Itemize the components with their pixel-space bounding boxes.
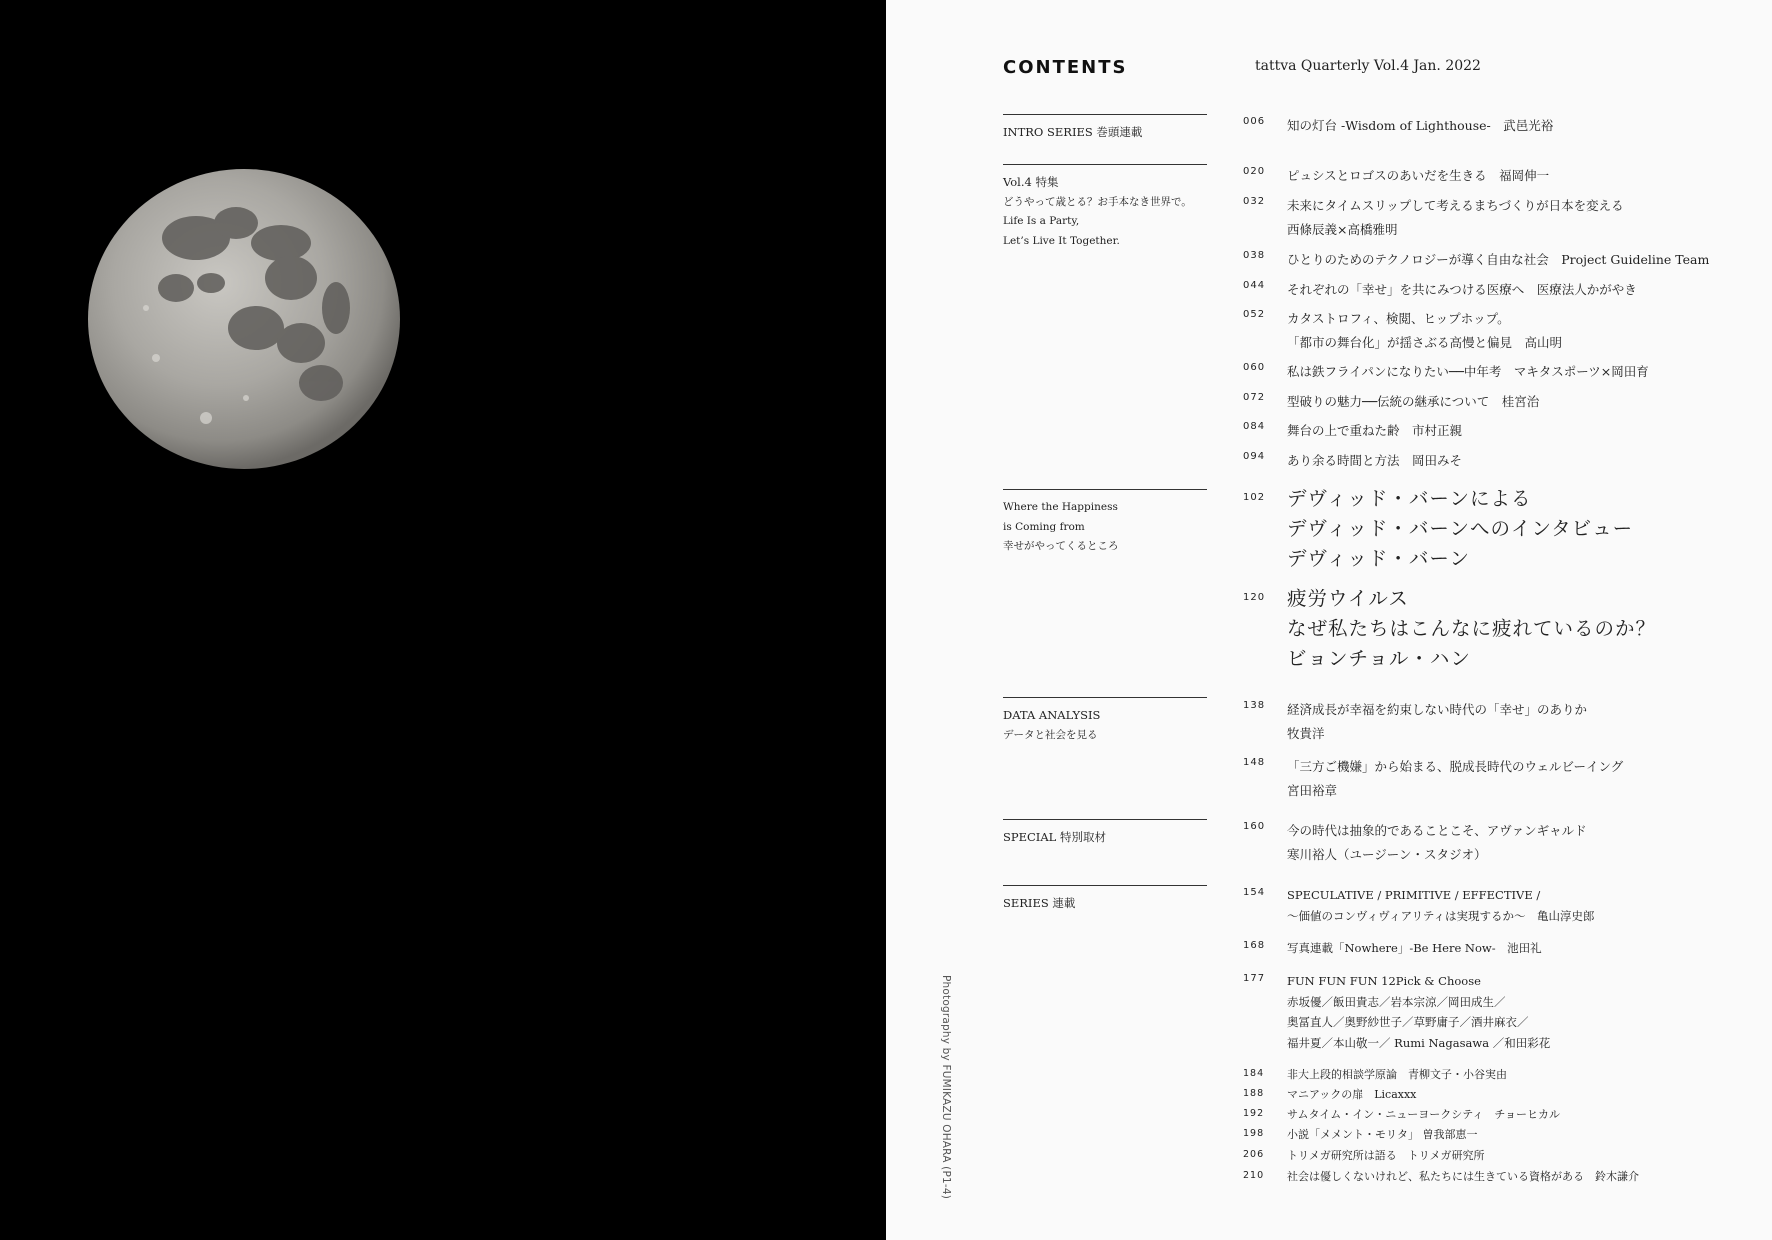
entry-title: 小説「メメント・モリタ」 曽我部恵一 [1287,1128,1478,1141]
entry-title: なぜ私たちはこんなに疲れているのか？ [1287,617,1657,640]
entry-author: ビョンチョル・ハン [1287,647,1471,670]
page-number: 160 [1243,821,1266,832]
section-line: is Coming from [1003,520,1085,533]
section-special [1003,819,1207,848]
section-intro-series [1003,114,1207,143]
issue-info: tattva Quarterly Vol.4 Jan. 2022 [1255,58,1481,74]
section-feature [1003,164,1207,251]
page-number: 168 [1243,940,1266,951]
entry-title: 知の灯台 -Wisdom of Lighthouse- 武邑光裕 [1287,118,1554,133]
entry-author: 奥冨直人／奥野紗世子／草野庸子／酒井麻衣／ [1287,1015,1529,1029]
entry-author: 西條辰義×高橋雅明 [1287,221,1398,237]
entry-title: それぞれの「幸せ」を共にみつける医療へ 医療法人かがやき [1287,282,1637,297]
page-number: 032 [1243,196,1266,207]
entry-title: 未来にタイムスリップして考えるまちづくりが日本を変える [1287,198,1624,213]
page-number: 084 [1243,421,1266,432]
page-number: 188 [1243,1088,1265,1099]
page-number: 044 [1243,280,1266,291]
entry-title: 写真連載「Nowhere」-Be Here Now- 池田礼 [1287,941,1542,955]
entry-title: 舞台の上で重ねた齢 市村正親 [1287,423,1463,438]
page-number: 154 [1243,887,1266,898]
section-line: Life Is a Party, [1003,215,1080,227]
page-number: 060 [1243,362,1266,373]
entry-title: 〜価値のコンヴィヴィアリティは実現するか〜 亀山淳史郎 [1287,908,1595,923]
entry-author: 牧貴洋 [1287,725,1325,741]
entry-title: デヴィッド・バーンへのインタビュー [1287,517,1634,540]
page-number: 094 [1243,451,1266,462]
section-line: Let’s Live It Together. [1003,234,1120,247]
entry-title: ひとりのためのテクノロジーが導く自由な社会 Project Guideline Team [1287,252,1710,267]
entry-title: トリメガ研究所は語る トリメガ研究所 [1287,1149,1485,1162]
contents-heading: CONTENTS [1003,57,1128,78]
section-line: どうやって歳とる？お手本なき世界で。 [1003,195,1192,208]
page-number: 006 [1243,116,1266,127]
page-number: 184 [1243,1068,1265,1079]
entry-author: 「都市の舞台化」が揺さぶる高慢と偏見 高山明 [1287,334,1563,350]
entry-title: SPECULATIVE / PRIMITIVE / EFFECTIVE / [1287,888,1541,902]
page-number: 052 [1243,309,1266,320]
moon-image [86,168,402,470]
page-number: 192 [1243,1108,1265,1119]
entry-title: カタストロフィ、検閲、ヒップホップ。 [1287,311,1510,326]
page-number: 020 [1243,166,1266,177]
entry-title: 非大上段的相談学原論 青柳文子・小谷実由 [1287,1068,1507,1081]
page-number: 038 [1243,250,1266,261]
page-number: 206 [1243,1149,1265,1160]
entry-title: 私は鉄フライパンになりたい──中年考 マキタスポーツ×岡田育 [1287,364,1649,379]
entry-title: 経済成長が幸福を約束しない時代の「幸せ」のありか [1287,702,1588,717]
page-number: 148 [1243,757,1266,768]
entry-author: 赤坂優／飯田貴志／岩本宗涼／岡田成生／ [1287,994,1506,1009]
section-line: SERIES 連載 [1003,896,1076,910]
entry-title: 「三方ご機嫌」から始まる、脱成長時代のウェルビーイング [1287,759,1624,774]
section-line: DATA ANALYSIS [1003,708,1101,722]
entry-title: 今の時代は抽象的であることこそ、アヴァンギャルド [1287,823,1587,838]
photo-credit: Photography by FUMIKAZU OHARA (P1-4) [940,975,952,1200]
entry-title: 社会は優しくないけれど、私たちには生きている資格がある 鈴木謙介 [1287,1170,1639,1183]
entry-author: デヴィッド・バーン [1287,547,1470,570]
entry-title: あり余る時間と方法 岡田みそ [1287,453,1463,468]
entry-title: 型破りの魅力──伝統の継承について 桂宮治 [1287,394,1540,409]
entry-title: FUN FUN FUN 12Pick & Choose [1287,974,1481,988]
entry-author: 福井夏／本山敬一／ Rumi Nagasawa ／和田彩花 [1287,1035,1551,1050]
section-line: SPECIAL 特別取材 [1003,830,1106,844]
section-line: 幸せがやってくるところ [1003,540,1119,552]
section-line: Where the Happiness [1003,501,1118,513]
section-line: Vol.4 特集 [1003,175,1059,189]
section-line: データと社会を見る [1003,728,1098,741]
page-number: 138 [1243,700,1266,711]
page-number: 177 [1243,973,1266,984]
page-number: 198 [1243,1128,1265,1139]
section-data-analysis [1003,697,1207,745]
section-happiness [1003,489,1207,557]
page-number: 210 [1243,1170,1265,1181]
page-number: 102 [1243,492,1266,503]
section-series [1003,885,1207,914]
entry-author: 宮田裕章 [1287,782,1338,798]
section-line: INTRO SERIES 巻頭連載 [1003,125,1143,139]
page-number: 120 [1243,592,1266,603]
entry-title: デヴィッド・バーンによる [1287,487,1532,510]
entry-author: 寒川裕人（ユージーン・スタジオ） [1287,846,1487,862]
entry-title: 疲労ウイルス [1287,587,1409,610]
entry-title: サムタイム・イン・ニューヨークシティ チョーヒカル [1287,1108,1561,1121]
entry-title: ピュシスとロゴスのあいだを生きる 福岡伸一 [1287,168,1550,183]
entry-title: マニアックの扉 Licaxxx [1287,1088,1417,1101]
page-number: 072 [1243,392,1266,403]
